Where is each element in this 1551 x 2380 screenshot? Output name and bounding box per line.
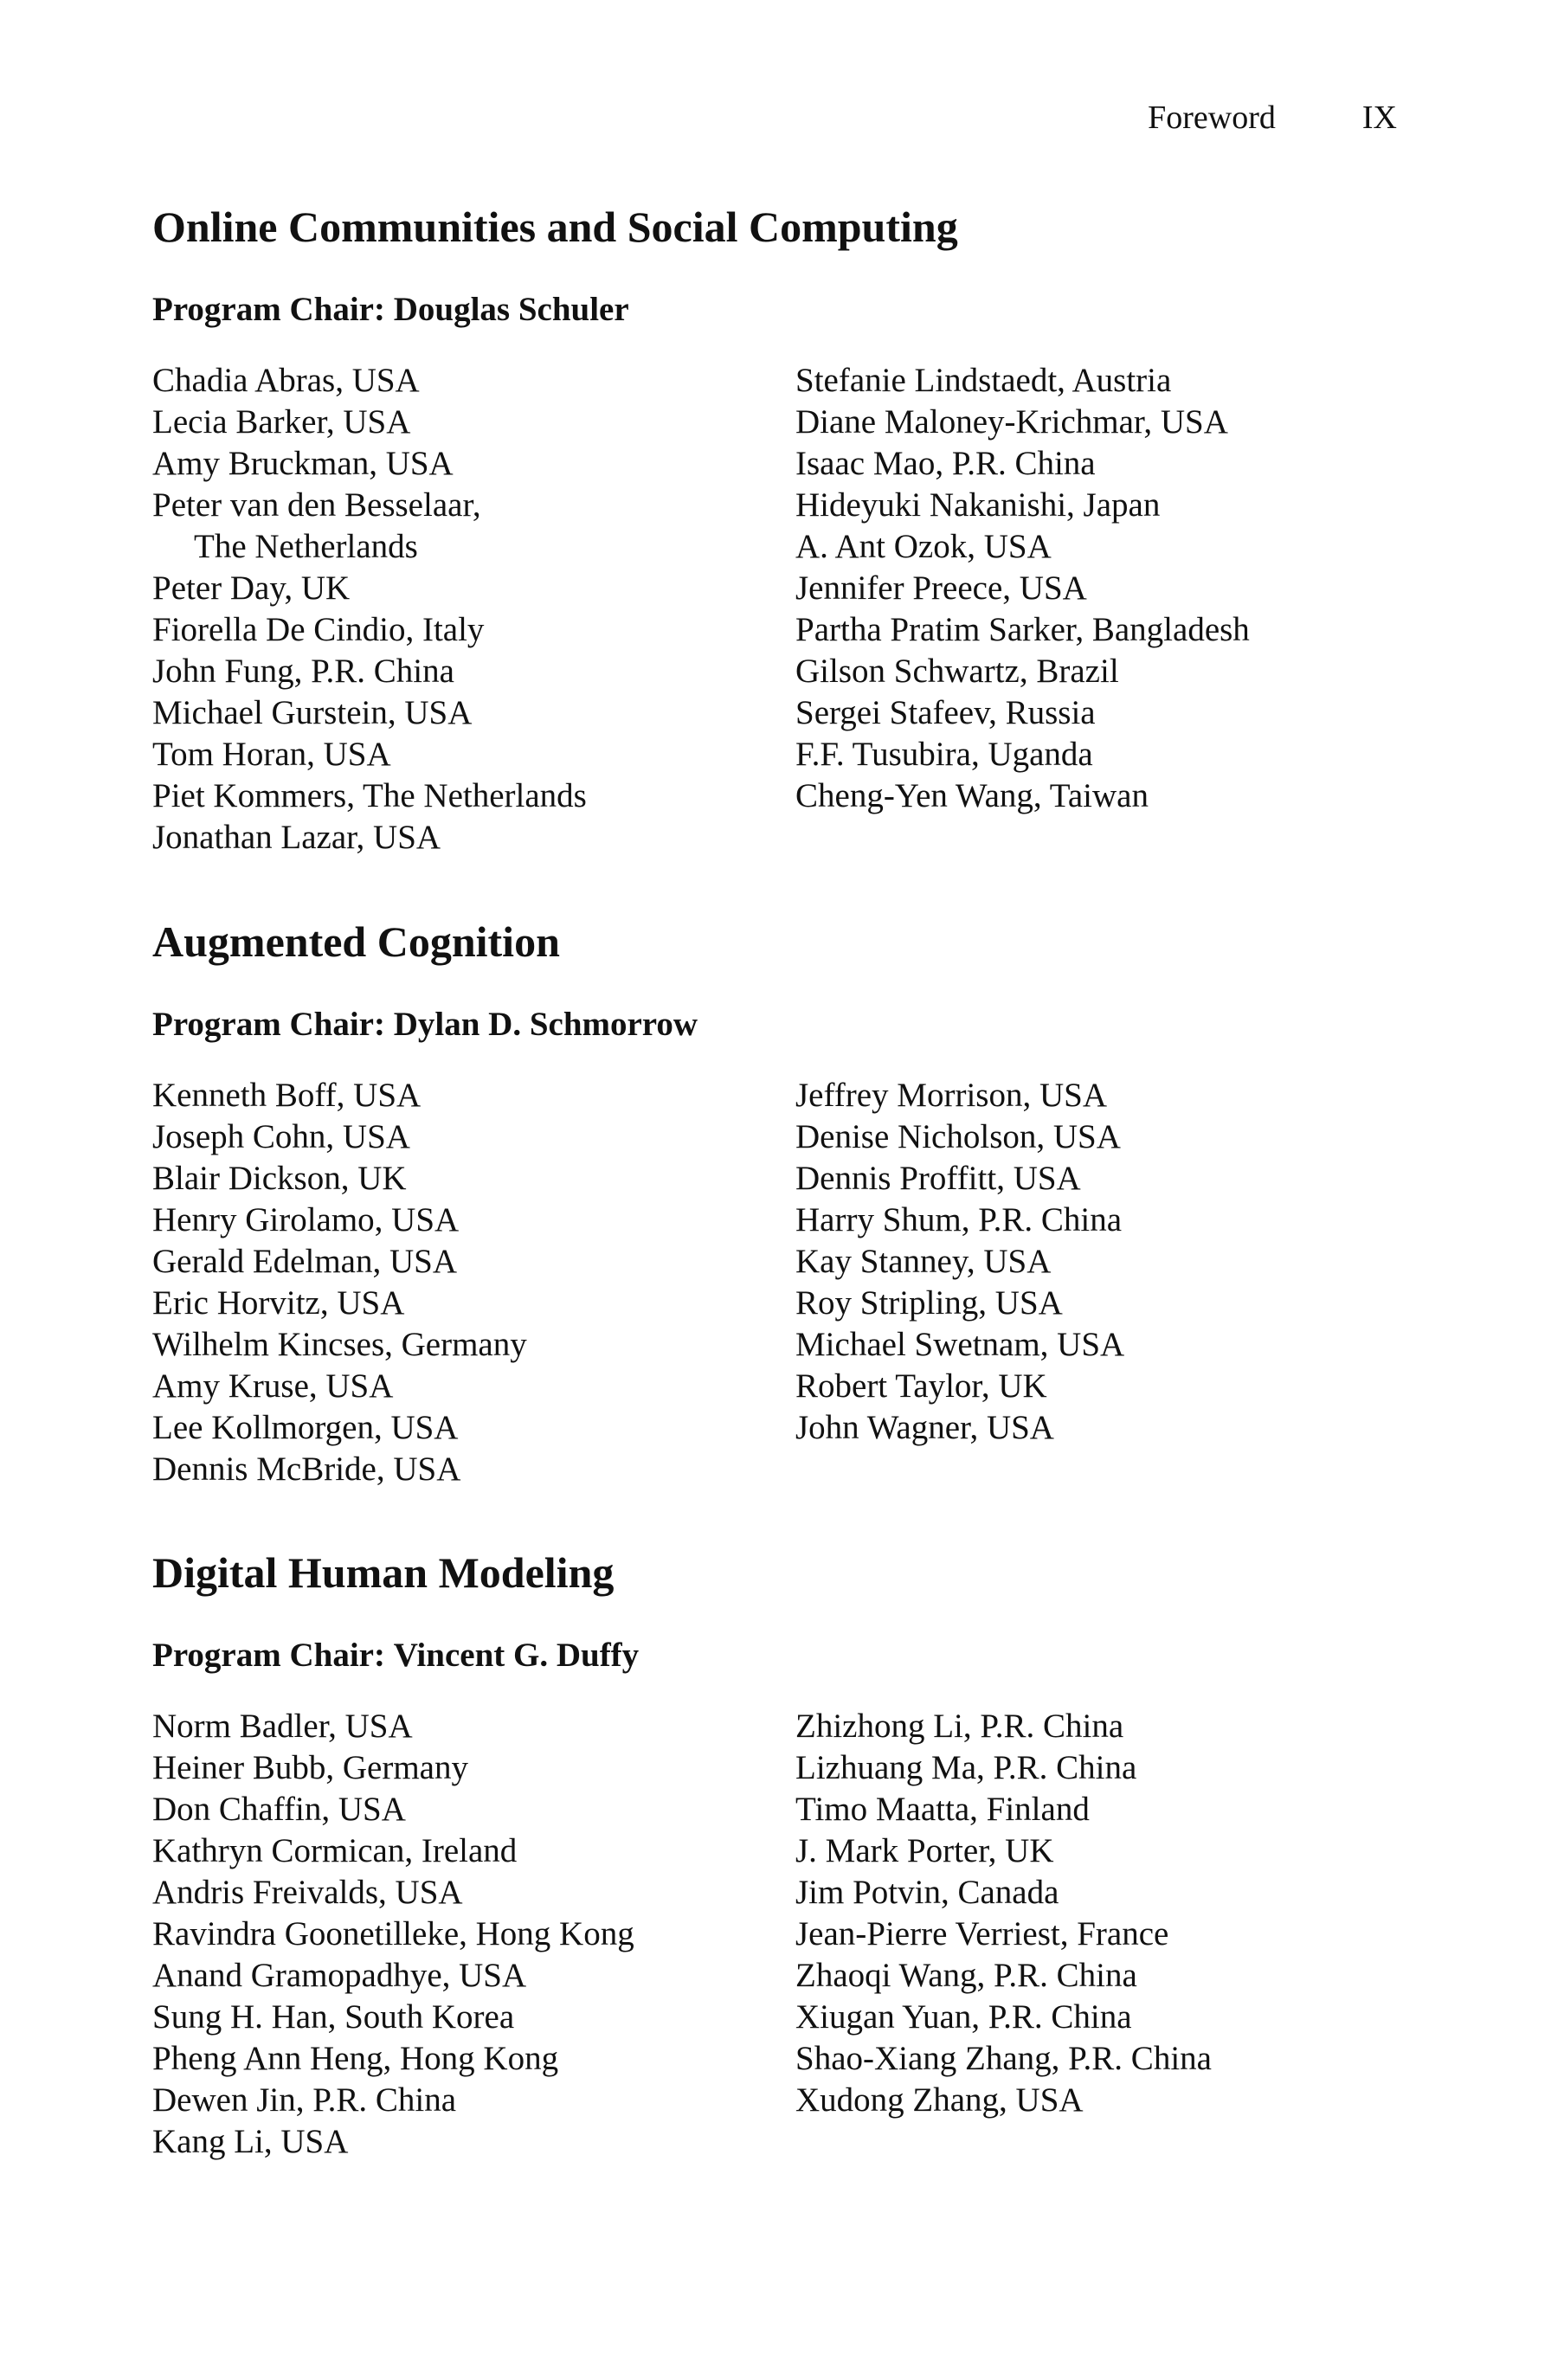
list-item: Heiner Bubb, Germany xyxy=(152,1749,468,1786)
program-chair-label: Program Chair: xyxy=(152,291,385,328)
list-item-continuation-text: The Netherlands xyxy=(194,528,418,565)
program-chair-name: Douglas Schuler xyxy=(393,291,629,328)
list-item: Sergei Stafeev, Russia xyxy=(795,694,1096,731)
section-online-communities xyxy=(152,201,1399,859)
list-item: Hideyuki Nakanishi, Japan xyxy=(795,486,1161,524)
list-item: Pheng Ann Heng, Hong Kong xyxy=(152,2040,559,2077)
list-item: Eric Horvitz, USA xyxy=(152,1284,405,1322)
member-list-right xyxy=(795,360,1315,859)
list-item: Andris Freivalds, USA xyxy=(152,1874,463,1911)
list-item: Dennis Proffitt, USA xyxy=(795,1160,1081,1197)
list-item: Blair Dickson, UK xyxy=(152,1160,407,1197)
list-item: Joseph Cohn, USA xyxy=(152,1118,410,1155)
program-chair-label: Program Chair: xyxy=(152,1006,385,1043)
list-item: Don Chaffin, USA xyxy=(152,1791,406,1828)
list-item: Fiorella De Cindio, Italy xyxy=(152,611,485,648)
member-columns xyxy=(152,360,1399,859)
list-item: Harry Shum, P.R. China xyxy=(795,1201,1123,1238)
list-item: Piet Kommers, The Netherlands xyxy=(152,777,587,814)
list-item: Lizhuang Ma, P.R. China xyxy=(795,1749,1137,1786)
list-item: Robert Taylor, UK xyxy=(795,1367,1047,1405)
list-item: Tom Horan, USA xyxy=(152,736,391,773)
list-item: Gerald Edelman, USA xyxy=(152,1243,457,1280)
program-chair xyxy=(152,1004,1399,1045)
section-digital-human-modeling xyxy=(152,1547,1399,2163)
list-item: Jennifer Preece, USA xyxy=(795,569,1087,607)
list-item: Jeffrey Morrison, USA xyxy=(795,1077,1107,1114)
section-title: Digital Human Modeling xyxy=(152,1548,615,1597)
section-title: Online Communities and Social Computing xyxy=(152,203,958,251)
list-item: Dennis McBride, USA xyxy=(152,1451,461,1488)
list-item: J. Mark Porter, UK xyxy=(795,1832,1054,1869)
list-item-continuation xyxy=(152,526,795,568)
member-list-left xyxy=(152,1706,795,2163)
list-item: Diane Maloney-Krichmar, USA xyxy=(795,403,1228,441)
list-item: Shao-Xiang Zhang, P.R. China xyxy=(795,2040,1212,2077)
member-list-left xyxy=(152,1075,795,1490)
page-number: IX xyxy=(1361,100,1397,136)
list-item: Sung H. Han, South Korea xyxy=(152,1998,515,2036)
list-item: John Wagner, USA xyxy=(795,1409,1054,1446)
list-item: Michael Swetnam, USA xyxy=(795,1326,1125,1363)
list-item: Jean-Pierre Verriest, France xyxy=(795,1915,1169,1952)
running-head-section: Foreword xyxy=(1148,100,1276,136)
list-item: Michael Gurstein, USA xyxy=(152,694,473,731)
list-item: Denise Nicholson, USA xyxy=(795,1118,1121,1155)
list-item: Gilson Schwartz, Brazil xyxy=(795,653,1119,690)
list-item: Roy Stripling, USA xyxy=(795,1284,1063,1322)
list-item: Jonathan Lazar, USA xyxy=(152,819,441,856)
list-item: Dewen Jin, P.R. China xyxy=(152,2081,456,2119)
list-item: F.F. Tusubira, Uganda xyxy=(795,736,1093,773)
list-item: Xudong Zhang, USA xyxy=(795,2081,1084,2119)
list-item: Zhizhong Li, P.R. China xyxy=(795,1708,1124,1745)
list-item: Kang Li, USA xyxy=(152,2123,349,2160)
list-item: Chadia Abras, USA xyxy=(152,362,420,399)
list-item: Kay Stanney, USA xyxy=(795,1243,1052,1280)
list-item: Peter Day, UK xyxy=(152,569,351,607)
list-item: Timo Maatta, Finland xyxy=(795,1791,1090,1828)
list-item: Norm Badler, USA xyxy=(152,1708,413,1745)
member-columns xyxy=(152,1075,1399,1490)
list-item: Zhaoqi Wang, P.R. China xyxy=(795,1957,1137,1994)
list-item: Kenneth Boff, USA xyxy=(152,1077,422,1114)
list-item: Amy Kruse, USA xyxy=(152,1367,394,1405)
program-chair xyxy=(152,289,1399,331)
list-item: Partha Pratim Sarker, Bangladesh xyxy=(795,611,1250,648)
list-item: A. Ant Ozok, USA xyxy=(795,528,1052,565)
list-item: Xiugan Yuan, P.R. China xyxy=(795,1998,1132,2036)
list-item: Anand Gramopadhye, USA xyxy=(152,1957,527,1994)
list-item: Stefanie Lindstaedt, Austria xyxy=(795,362,1172,399)
program-chair-label: Program Chair: xyxy=(152,1637,385,1674)
list-item: Wilhelm Kincses, Germany xyxy=(152,1326,527,1363)
member-list-left xyxy=(152,360,795,859)
running-head xyxy=(1148,97,1397,138)
program-chair xyxy=(152,1635,1399,1676)
list-item: Isaac Mao, P.R. China xyxy=(795,445,1096,482)
program-chair-name: Dylan D. Schmorrow xyxy=(393,1006,698,1043)
list-item: Cheng-Yen Wang, Taiwan xyxy=(795,777,1149,814)
list-item: Lecia Barker, USA xyxy=(152,403,411,441)
list-item: Lee Kollmorgen, USA xyxy=(152,1409,459,1446)
list-item: Amy Bruckman, USA xyxy=(152,445,454,482)
section-title: Augmented Cognition xyxy=(152,917,560,966)
program-chair-name: Vincent G. Duffy xyxy=(393,1637,640,1674)
list-item: Jim Potvin, Canada xyxy=(795,1874,1059,1911)
list-item: Henry Girolamo, USA xyxy=(152,1201,460,1238)
section-augmented-cognition xyxy=(152,916,1399,1490)
list-item: Ravindra Goonetilleke, Hong Kong xyxy=(152,1915,634,1952)
member-columns xyxy=(152,1706,1399,2163)
list-item: Peter van den Besselaar, xyxy=(152,486,481,524)
member-list-right xyxy=(795,1706,1315,2163)
member-list-right xyxy=(795,1075,1315,1490)
list-item: John Fung, P.R. China xyxy=(152,653,454,690)
list-item: Kathryn Cormican, Ireland xyxy=(152,1832,518,1869)
